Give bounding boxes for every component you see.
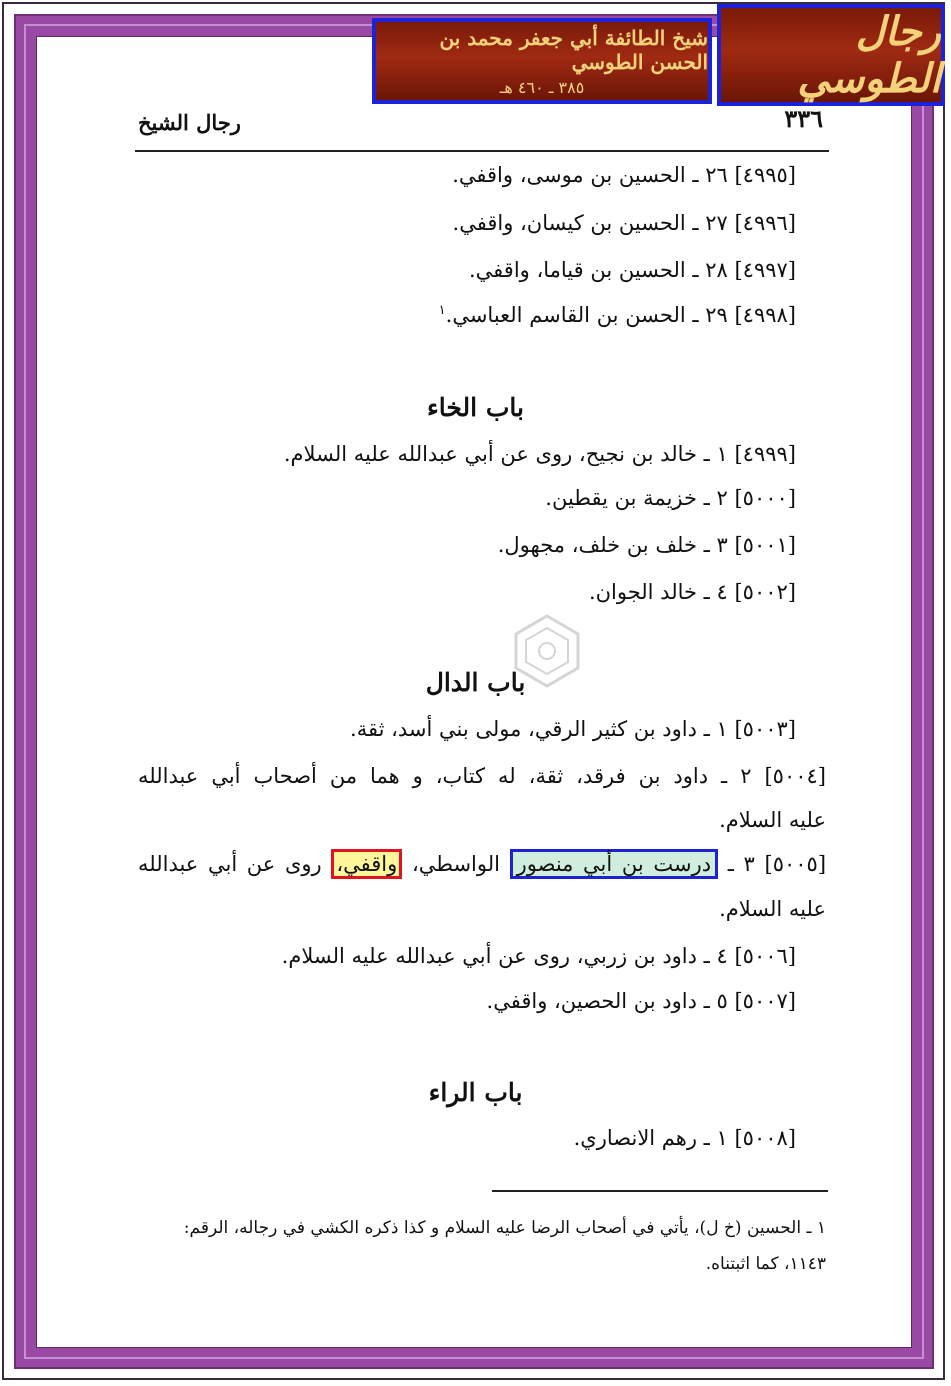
entry-id: [٥٠٠٣] [734, 717, 796, 741]
entry-id: [٥٠٠٤] [764, 764, 826, 788]
entry-text: ٢٧ ـ الحسين بن كيسان، واقفي. [452, 211, 728, 235]
entry-5001 [498, 533, 796, 557]
entry-text: ١ ـ رهم الانصاري. [573, 1126, 728, 1150]
entry-5005-continuation: عليه السلام. [719, 897, 826, 921]
section-heading-dal: باب الدال [425, 668, 526, 697]
entry-text: ١ ـ خالد بن نجيح، روى عن أبي عبدالله عليه السلام. [283, 442, 728, 466]
page-number: ٣٣٦ [784, 104, 823, 133]
entry-id: [٥٠٠٨] [734, 1126, 796, 1150]
entry-text: ٢ ـ داود بن فرقد، ثقة، له كتاب، و هما من أصحاب أبي عبدالله [138, 764, 752, 788]
footnote-line-1: ١ ـ الحسين (خ ل)، يأتي في أصحاب الرضا عليه السلام و كذا ذكره الكشي في رجاله، الرقم: [183, 1218, 826, 1238]
entry-text: ٤ ـ داود بن زربي، روى عن أبي عبدالله عليه السلام. [281, 944, 728, 968]
entry-id: [٤٩٩٥] [734, 163, 796, 187]
title-banner [372, 18, 712, 104]
entry-id: [٥٠٠٦] [734, 944, 796, 968]
entry-id: [٥٠٠٢] [734, 580, 796, 604]
footnote [138, 1210, 826, 1282]
entry-4999 [284, 442, 796, 466]
entry-4996 [453, 211, 796, 235]
entry-number: ٣ ـ [727, 852, 755, 876]
running-title: رجال الشيخ [138, 110, 241, 135]
logo-banner [717, 4, 945, 106]
entry-4995 [452, 163, 796, 187]
entry-5004 [138, 764, 826, 788]
entry-text: ٤ ـ خالد الجوان. [588, 580, 728, 604]
entry-text: ٢٦ ـ الحسين بن موسى، واقفي. [452, 163, 728, 187]
entry-5003 [350, 717, 796, 741]
entry-4997 [469, 258, 796, 282]
entry-5007 [487, 989, 796, 1013]
highlighted-waqifi-tag: واقفي، [331, 849, 402, 879]
entry-id: [٤٩٩٩] [734, 442, 796, 466]
footnote-rule [492, 1190, 828, 1192]
entry-5002 [589, 580, 796, 604]
banner-dates: ٣٨٥ ـ ٤٦٠ هـ [499, 77, 585, 97]
header-rule [135, 150, 829, 152]
section-heading-ra: باب الراء [428, 1078, 523, 1107]
entry-5008 [574, 1126, 796, 1150]
entry-text: ١ ـ داود بن كثير الرقي، مولى بني أسد، ثقة. [350, 717, 728, 741]
entry-5006 [282, 944, 796, 968]
entry-id: [٤٩٩٨] [734, 303, 796, 327]
entry-text: ٣ ـ خلف بن خلف، مجهول. [497, 533, 728, 557]
entry-5005 [138, 852, 826, 876]
entry-id: [٤٩٩٦] [734, 211, 796, 235]
entry-5004-continuation: عليه السلام. [719, 808, 826, 832]
entry-text: ٢ ـ خزيمة بن يقطين. [545, 486, 728, 510]
entry-id: [٤٩٩٧] [734, 258, 796, 282]
entry-4998 [439, 303, 796, 327]
footnote-marker: ١ [438, 303, 446, 318]
entry-text: ٢٩ ـ الحسن بن القاسم العباسي. [445, 303, 728, 327]
entry-text: ٢٨ ـ الحسين بن قياما، واقفي. [468, 258, 728, 282]
entry-id: [٥٠٠٧] [734, 989, 796, 1013]
entry-id: [٥٠٠٠] [734, 486, 796, 510]
entry-id: [٥٠٠١] [734, 533, 796, 557]
footnote-line-2: ١١٤٣، كما اثبتناه. [705, 1254, 826, 1274]
entry-5000 [545, 486, 796, 510]
entry-id: [٥٠٠٥] [764, 852, 827, 876]
entry-text-rest: روى عن أبي عبدالله [138, 852, 322, 876]
entry-text-middle: الواسطي، [411, 852, 500, 876]
section-heading-kha: باب الخاء [427, 393, 524, 422]
book-logo: رجال الطوسي [797, 8, 941, 102]
highlighted-name: درست بن أبي منصور [510, 849, 718, 879]
banner-author: شيخ الطائفة أبي جعفر محمد بن الحسن الطوسي [439, 25, 708, 74]
entry-text: ٥ ـ داود بن الحصين، واقفي. [486, 989, 728, 1013]
